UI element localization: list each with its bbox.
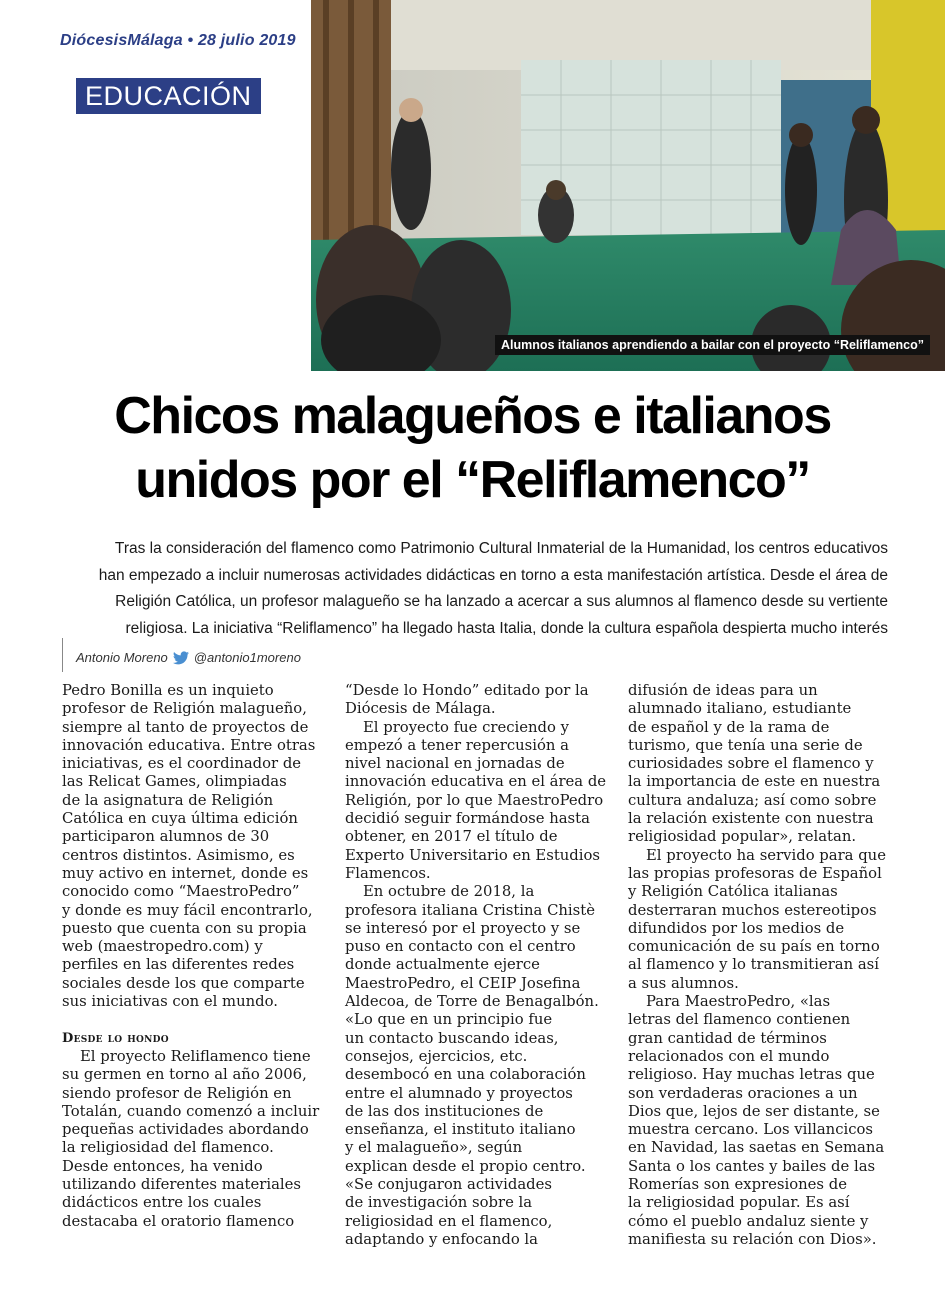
body-text-line: de la asignatura de Religión bbox=[62, 791, 274, 809]
body-text-line: pequeñas actividades abordando bbox=[62, 1121, 309, 1139]
body-text-line: El proyecto fue creciendo y bbox=[363, 718, 569, 736]
body-text-line: alumnado italiano, estudiante bbox=[628, 700, 852, 718]
body-text-line: su germen en torno al año 2006, bbox=[62, 1066, 307, 1084]
body-text-line: la relación existente con nuestra bbox=[628, 810, 874, 828]
body-text-line: Para MaestroPedro, «las bbox=[646, 993, 831, 1011]
body-text-line: se interesó por el proyecto y se bbox=[345, 919, 581, 937]
article-photo bbox=[311, 0, 945, 371]
body-text-line: turismo, que tenía una serie de bbox=[628, 736, 863, 754]
body-text-line: empezó a tener repercusión a bbox=[345, 736, 569, 754]
body-text-line: «Se conjugaron actividades bbox=[345, 1176, 552, 1194]
body-text-line: difusión de ideas para un bbox=[628, 682, 818, 699]
body-text-line: al flamenco y lo transmitieran así bbox=[628, 956, 880, 974]
body-text-line: siempre al tanto de proyectos de bbox=[62, 718, 309, 736]
twitter-bird-icon bbox=[172, 651, 190, 665]
body-text-line: gran cantidad de términos bbox=[628, 1029, 827, 1047]
body-text-line: donde actualmente ejerce bbox=[345, 956, 540, 974]
subheading: Desde lo hondo bbox=[62, 1030, 169, 1046]
body-text-line: Diócesis de Málaga. bbox=[345, 700, 496, 718]
body-text-line: profesor de Religión malagueño, bbox=[62, 700, 307, 718]
body-text-line: nivel nacional en jornadas de bbox=[345, 755, 565, 773]
lede-line: Tras la consideración del flamenco como Patrimonio Cultural Inmaterial de la Humanidad, los centros educativos bbox=[114, 540, 888, 557]
body-text-line: iniciativas, es el coordinador de bbox=[62, 755, 302, 773]
body-text-line: desembocó en una colaboración bbox=[345, 1066, 586, 1084]
body-text-line: Experto Universitario en Estudios bbox=[345, 846, 601, 864]
body-text-line: de las dos instituciones de bbox=[345, 1102, 544, 1120]
body-text-line: y el malagueño», según bbox=[345, 1139, 523, 1157]
body-text-line: en Navidad, las saetas en Semana bbox=[628, 1139, 885, 1157]
body-text-line: innovación educativa en el área de bbox=[345, 773, 607, 791]
body-text-line: de español y de la rama de bbox=[628, 718, 830, 736]
body-text-line: de investigación sobre la bbox=[345, 1194, 533, 1212]
lede bbox=[40, 536, 888, 642]
body-column-1 bbox=[62, 682, 330, 1231]
author-name: Antonio Moreno bbox=[76, 650, 168, 665]
body-text-line: sociales desde los que comparte bbox=[62, 974, 305, 992]
body-text-line: MaestroPedro, el CEIP Josefina bbox=[345, 974, 581, 992]
body-text-line: la religiosidad popular. Es así bbox=[628, 1194, 850, 1212]
body-text-line: explican desde el propio centro. bbox=[345, 1157, 586, 1175]
body-text-line: perfiles en las diferentes redes bbox=[62, 956, 295, 974]
body-text-line: curiosidades sobre el flamenco y bbox=[628, 755, 874, 773]
body-text-line: entre el alumnado y proyectos bbox=[345, 1084, 573, 1102]
headline-line: Chicos malagueños e italianos bbox=[114, 387, 831, 445]
body-text-line: didácticos entre los cuales bbox=[62, 1194, 262, 1212]
photo-caption: Alumnos italianos aprendiendo a bailar con el proyecto “Reliflamenco” bbox=[495, 335, 930, 355]
body-text-line: Pedro Bonilla es un inquieto bbox=[62, 682, 274, 699]
body-text-line bbox=[62, 1011, 330, 1029]
body-text-line: religiosidad popular», relatan. bbox=[628, 828, 857, 846]
body-text-line: religiosidad en el flamenco, bbox=[345, 1212, 553, 1230]
body-text-line: un contacto buscando ideas, bbox=[345, 1029, 559, 1047]
body-text-line: obtener, en 2017 el título de bbox=[345, 828, 558, 846]
body-text-line: “Desde lo Hondo” editado por la bbox=[345, 682, 589, 699]
body-text-line: difundidos por los medios de bbox=[628, 919, 845, 937]
body-column-2 bbox=[345, 682, 613, 1249]
body-text-line: Católica en cuya última edición bbox=[62, 810, 298, 828]
byline-rule bbox=[62, 638, 63, 672]
body-text-line: cultura andaluza; así como sobre bbox=[628, 791, 877, 809]
body-text-line: utilizando diferentes materiales bbox=[62, 1176, 301, 1194]
body-text-line: religioso. Hay muchas letras que bbox=[628, 1066, 875, 1084]
body-text-line: «Lo que en un principio fue bbox=[345, 1011, 553, 1029]
body-text-line: profesora italiana Cristina Chistè bbox=[345, 901, 595, 919]
section-tag: EDUCACIÓN bbox=[76, 78, 261, 114]
body-text-line: destacaba el oratorio flamenco bbox=[62, 1212, 295, 1230]
body-text-line: a sus alumnos. bbox=[628, 974, 739, 992]
body-text-line: conocido como “MaestroPedro” bbox=[62, 883, 300, 901]
masthead: DiócesisMálaga • 28 julio 2019 bbox=[60, 32, 296, 49]
body-text-line: Romerías son expresiones de bbox=[628, 1176, 847, 1194]
body-text-line: Aldecoa, de Torre de Benagalbón. bbox=[345, 993, 599, 1011]
body-text-line: El proyecto Reliflamenco tiene bbox=[80, 1047, 311, 1065]
body-text-line: las Relicat Games, olimpiadas bbox=[62, 773, 287, 791]
body-text-line: adaptando y enfocando la bbox=[345, 1230, 538, 1248]
body-text-line: participaron alumnos de 30 bbox=[62, 828, 270, 846]
body-text-line: letras del flamenco contienen bbox=[628, 1011, 851, 1029]
author-twitter: @antonio1moreno bbox=[193, 650, 301, 665]
body-text-line: puesto que cuenta con su propia bbox=[62, 919, 307, 937]
body-text-line: muestra cercano. Los villancicos bbox=[628, 1121, 874, 1139]
body-text-line: relacionados con el mundo bbox=[628, 1047, 830, 1065]
lede-line: han empezado a incluir numerosas actividades didácticas en torno a esta manifestación artística. Desde el área de bbox=[98, 566, 888, 584]
body-text-line: web (maestropedro.com) y bbox=[62, 938, 263, 956]
body-text-line: y donde es muy fácil encontrarlo, bbox=[62, 901, 313, 919]
lede-line: Religión Católica, un profesor malagueño se ha lanzado a acercar a sus alumnos al flamenco desde su vertiente bbox=[115, 593, 888, 610]
headline-line: unidos por el “Reliflamenco” bbox=[135, 451, 810, 509]
body-text-line: Desde entonces, ha venido bbox=[62, 1157, 263, 1175]
body-text-line: Religión, por lo que MaestroPedro bbox=[345, 791, 604, 809]
body-text-line: la religiosidad del flamenco. bbox=[62, 1139, 274, 1157]
body-text-line: decidió seguir formándose hasta bbox=[345, 810, 590, 828]
body-text-line: En octubre de 2018, la bbox=[363, 883, 535, 901]
body-text-line: El proyecto ha servido para que bbox=[646, 846, 886, 864]
body-text-line: cómo el pueblo andaluz siente y bbox=[628, 1212, 869, 1230]
body-text-line: Flamencos. bbox=[345, 864, 431, 882]
body-text-line: las propias profesoras de Español bbox=[628, 864, 882, 882]
body-text-line: manifiesta su relación con Dios». bbox=[628, 1230, 877, 1248]
body-text-line: sus iniciativas con el mundo. bbox=[62, 993, 278, 1011]
body-text-line: consejos, ejercicios, etc. bbox=[345, 1047, 528, 1065]
body-text-line: desterraran muchos estereotipos bbox=[628, 901, 877, 919]
body-text-line: la importancia de este en nuestra bbox=[628, 773, 881, 791]
body-text-line: Santa o los cantes y bailes de las bbox=[628, 1157, 876, 1175]
body-text-line: centros distintos. Asimismo, es bbox=[62, 846, 295, 864]
body-column-3 bbox=[628, 682, 896, 1249]
body-text-line: muy activo en internet, donde es bbox=[62, 864, 309, 882]
body-text-line: son verdaderas oraciones a un bbox=[628, 1084, 858, 1102]
headline bbox=[20, 384, 925, 512]
byline bbox=[76, 650, 301, 665]
body-text-line: Dios que, lejos de ser distante, se bbox=[628, 1102, 880, 1120]
lede-line: religiosa. La iniciativa “Reliflamenco” ha llegado hasta Italia, donde la cultura española despierta mucho interés bbox=[125, 619, 888, 637]
body-text-line: enseñanza, el instituto italiano bbox=[345, 1121, 576, 1139]
body-text-line: siendo profesor de Religión en bbox=[62, 1084, 292, 1102]
body-text-line: comunicación de su país en torno bbox=[628, 938, 880, 956]
body-text-line: puso en contacto con el centro bbox=[345, 938, 576, 956]
body-text-line: innovación educativa. Entre otras bbox=[62, 736, 316, 754]
body-text-line: y Religión Católica italianas bbox=[628, 883, 838, 901]
body-text-line: Totalán, cuando comenzó a incluir bbox=[62, 1102, 320, 1120]
dance-class-photo bbox=[311, 0, 945, 371]
